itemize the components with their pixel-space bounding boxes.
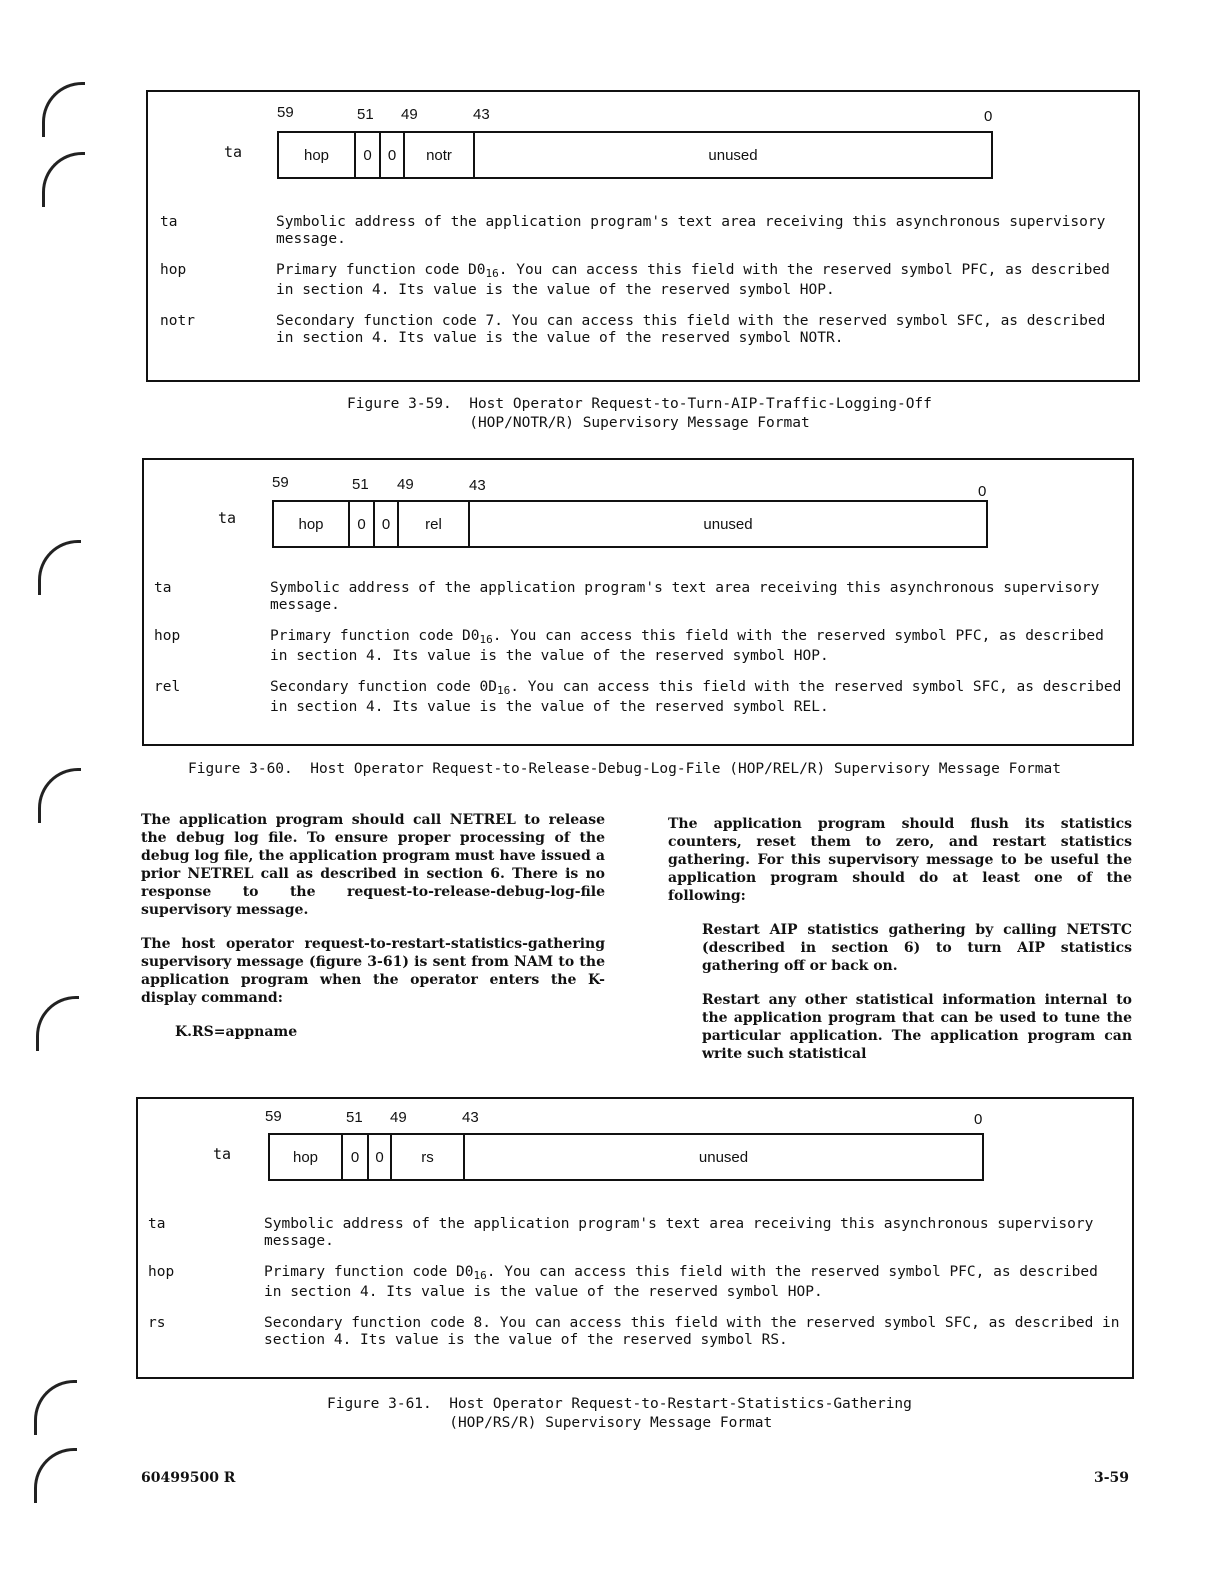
def-term: hop: [160, 262, 187, 278]
field-zero-b: 0: [375, 502, 399, 546]
paragraph: The application program should call NETREL to release the debug log file. To ensure proper processing of the debug log file, the application program must have issued a prior NETREL call as described in section 6. There is no response to the request-to-release-debug-log-file supervisory message.: [141, 812, 605, 918]
definition-ta: [148, 1216, 1122, 1250]
def-desc: Secondary function code $0D_{16}$. You can access this field with the reserved symbol SFC, as described in section 4. Its value is the value of the reserved symbol REL.: [270, 679, 1122, 715]
def-desc: Primary function code $D0_{16}$. You can access this field with the reserved symbol PFC, as described in section 4. Its value is the value of the reserved symbol HOP.: [270, 628, 1104, 664]
definition-hop: [154, 628, 1124, 665]
row-label: ta: [224, 143, 243, 161]
def-desc: Symbolic address of the application program's text area receiving this asynchronous supervisory message.: [276, 214, 1106, 247]
def-term: notr: [160, 313, 195, 329]
def-term: rel: [154, 679, 181, 695]
bit-label-51: 51: [357, 106, 374, 123]
field-unused: unused: [703, 515, 753, 533]
binder-mark: [38, 540, 81, 595]
definition-hop: [160, 262, 1130, 299]
bit-label-51: 51: [346, 1109, 363, 1126]
binder-mark: [42, 152, 85, 207]
body-left-column: [141, 811, 605, 1057]
bit-label-43: 43: [469, 477, 486, 494]
def-term: ta: [154, 580, 172, 596]
bit-label-0: 0: [974, 1111, 983, 1128]
paragraph: Restart AIP statistics gathering by calling NETSTC (described in section 6) to turn AIP statistics gathering off or back on.: [702, 922, 1132, 974]
def-desc: Primary function code $D0_{16}$. You can access this field with the reserved symbol PFC, as described in section 4. Its value is the value of the reserved symbol HOP.: [276, 262, 1110, 298]
bit-label-49: 49: [390, 1109, 407, 1126]
field-zero-a: 0: [343, 1135, 369, 1179]
def-term: hop: [154, 628, 181, 644]
field-zero-b: 0: [381, 133, 405, 177]
bit-label-0: 0: [978, 483, 987, 500]
def-term: ta: [148, 1216, 166, 1232]
figure-3-59-caption: Figure 3-59. Host Operator Request-to-Turn-AIP-Traffic-Logging-Off (HOP/NOTR/R) Supervisory Message Format: [347, 396, 932, 431]
definition-ta: [160, 214, 1130, 248]
field-zero-a: 0: [356, 133, 381, 177]
paragraph: Restart any other statistical information internal to the application program that can be used to tune the particular application. The application program can write such statistical: [702, 992, 1132, 1062]
definition-rel: [154, 679, 1124, 716]
field-rel: rel: [399, 502, 470, 546]
page-number: 3-59: [1094, 1470, 1130, 1486]
bit-label-0: 0: [984, 108, 993, 125]
field-notr: notr: [405, 133, 475, 177]
def-term: ta: [160, 214, 178, 230]
field-unused: unused: [708, 146, 758, 164]
field-definitions: [148, 1216, 1122, 1363]
field-hop: hop: [274, 502, 350, 546]
field-unused: unused: [698, 1148, 749, 1166]
paragraph: The host operator request-to-restart-statistics-gathering supervisory message (figure 3-61) is sent from NAM to the application program when the operator enters the K-display command:: [141, 936, 605, 1006]
binder-mark: [38, 768, 81, 823]
body-right-column: [668, 815, 1132, 1079]
definition-notr: [160, 313, 1130, 347]
bit-label-51: 51: [352, 476, 369, 493]
def-desc: Primary function code $D0_{16}$. You can access this field with the reserved symbol PFC, as described in section 4. Its value is the value of the reserved symbol HOP.: [264, 1264, 1098, 1300]
bit-label-43: 43: [462, 1109, 479, 1126]
message-format-diagram: [272, 500, 988, 548]
figure-3-60-caption: Figure 3-60. Host Operator Request-to-Release-Debug-Log-File (HOP/REL/R) Supervisory Message Format: [188, 761, 1061, 777]
bit-label-49: 49: [397, 476, 414, 493]
binder-mark: [42, 82, 85, 137]
row-label: ta: [218, 509, 237, 527]
def-term: rs: [148, 1315, 166, 1331]
document-number: 60499500 R: [141, 1470, 236, 1486]
field-rs: rs: [392, 1135, 465, 1179]
k-display-command: K.RS=appname: [175, 1024, 298, 1040]
definition-rs: [148, 1315, 1122, 1349]
field-zero-a: 0: [350, 502, 375, 546]
figure-3-61-caption: Figure 3-61. Host Operator Request-to-Restart-Statistics-Gathering (HOP/RS/R) Supervisory Message Format: [327, 1396, 912, 1431]
definition-hop: [148, 1264, 1122, 1301]
def-desc: Symbolic address of the application program's text area receiving this asynchronous supervisory message.: [264, 1216, 1094, 1249]
binder-mark: [36, 996, 79, 1051]
bit-label-59: 59: [277, 104, 294, 121]
binder-mark: [34, 1380, 77, 1435]
definition-ta: [154, 580, 1124, 614]
def-desc: Secondary function code 7. You can access this field with the reserved symbol SFC, as described in section 4. Its value is the value of the reserved symbol NOTR.: [276, 313, 1106, 346]
bit-label-59: 59: [272, 474, 289, 491]
def-desc: Secondary function code 8. You can access this field with the reserved symbol SFC, as described in section 4. Its value is the value of the reserved symbol RS.: [264, 1315, 1120, 1348]
field-definitions: [154, 580, 1124, 730]
field-hop: hop: [279, 133, 356, 177]
message-format-diagram: [277, 131, 993, 179]
def-term: hop: [148, 1264, 175, 1280]
row-label: ta: [213, 1145, 232, 1163]
binder-mark: [34, 1448, 77, 1503]
bit-label-43: 43: [473, 106, 490, 123]
field-definitions: [160, 214, 1130, 361]
def-desc: Symbolic address of the application program's text area receiving this asynchronous supervisory message.: [270, 580, 1100, 613]
bit-label-59: 59: [265, 1108, 282, 1125]
paragraph: The application program should flush its statistics counters, reset them to zero, and restart statistics gathering. For this supervisory message to be useful the application program should do at least one of the following:: [668, 816, 1132, 904]
field-zero-b: 0: [369, 1135, 392, 1179]
message-format-diagram: [268, 1133, 984, 1181]
field-hop: hop: [270, 1135, 343, 1179]
bit-label-49: 49: [401, 106, 418, 123]
